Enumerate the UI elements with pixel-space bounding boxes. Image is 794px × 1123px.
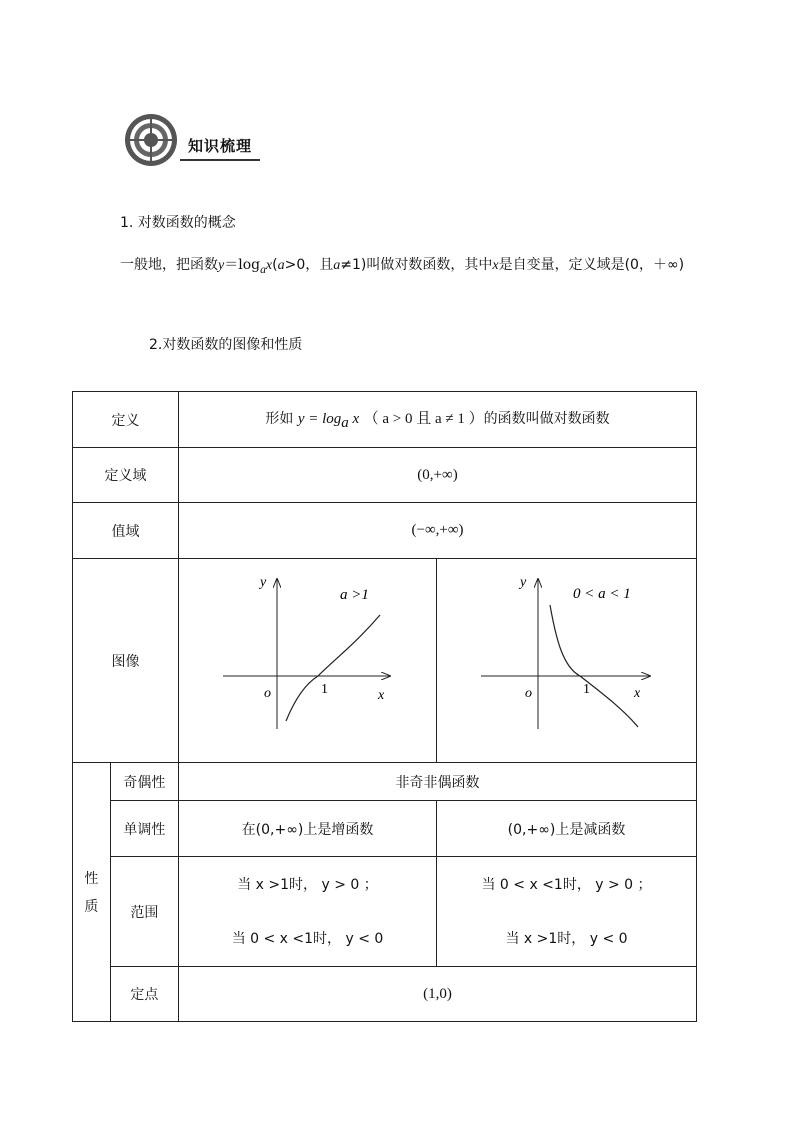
range2-label: 范围 [110, 857, 178, 967]
mono-left: 在(0,+∞)上是增函数 [179, 801, 437, 857]
graph-heading: 2.对数函数的图像和性质 [149, 337, 303, 353]
concept-heading: 1. 对数函数的概念 [120, 215, 236, 231]
target-icon [124, 113, 180, 169]
def-content: 形如 $y = \log_a x$ （ a > 0 且 a ≠ 1 ）的函数叫做对数函数 [179, 392, 697, 448]
tick-one-label: 1 [320, 682, 328, 697]
origin-label: o [263, 686, 271, 701]
y-axis-label: y [519, 575, 526, 590]
y-axis-label: y [259, 575, 266, 590]
log-curve-increasing [286, 615, 380, 721]
section-title: 知识梳理 [188, 137, 253, 155]
mono-right: (0,+∞)上是减函数 [437, 801, 697, 857]
parity-value: 非奇非偶函数 [179, 763, 697, 801]
concept-definition: 一般地，把函数$y=\log_ax(a>0$，且a≠1)叫做对数函数，其中x是自变量，定义域是(0，＋∞) [120, 257, 685, 276]
table-row [73, 559, 697, 763]
table-row [73, 503, 697, 559]
table-row [73, 801, 697, 857]
fixed-value: (1,0) [179, 967, 697, 1022]
parity-label: 奇偶性 [110, 763, 178, 801]
log-curve-decreasing [550, 605, 638, 727]
domain-label: 定义域 [73, 448, 179, 503]
log-function-table [72, 391, 697, 1022]
condition-label: a >1 [339, 587, 369, 603]
table-row [73, 448, 697, 503]
x-axis-label: x [377, 688, 384, 703]
graph-label: 图像 [73, 559, 179, 763]
graph-cell-increasing [179, 559, 437, 763]
x-axis-label: x [633, 686, 640, 701]
fixed-label: 定点 [110, 967, 178, 1022]
def-label: 定义 [73, 392, 179, 448]
header-underline [180, 159, 260, 161]
table-row [73, 967, 697, 1022]
condition-label: 0 < a < 1 [572, 586, 631, 602]
tick-one-label: 1 [582, 682, 590, 697]
graph-decreasing [438, 559, 696, 758]
mono-label: 单调性 [110, 801, 178, 857]
domain-value: (0,+∞) [179, 448, 697, 503]
table-row [73, 857, 697, 967]
section-header [124, 113, 264, 169]
range2-left: 当 x >1时， y > 0 ； 当 0 < x <1时， y < 0 [179, 857, 437, 967]
table-row [73, 392, 697, 448]
table-row [73, 763, 697, 801]
range-label: 值域 [73, 503, 179, 559]
graph-increasing [180, 559, 436, 758]
props-label: 性 质 [73, 763, 111, 1022]
graph-cell-decreasing [437, 559, 697, 763]
range2-right: 当 0 < x <1时， y > 0 ； 当 x >1时， y < 0 [437, 857, 697, 967]
origin-label: o [524, 686, 532, 701]
range-value: (−∞,+∞) [179, 503, 697, 559]
